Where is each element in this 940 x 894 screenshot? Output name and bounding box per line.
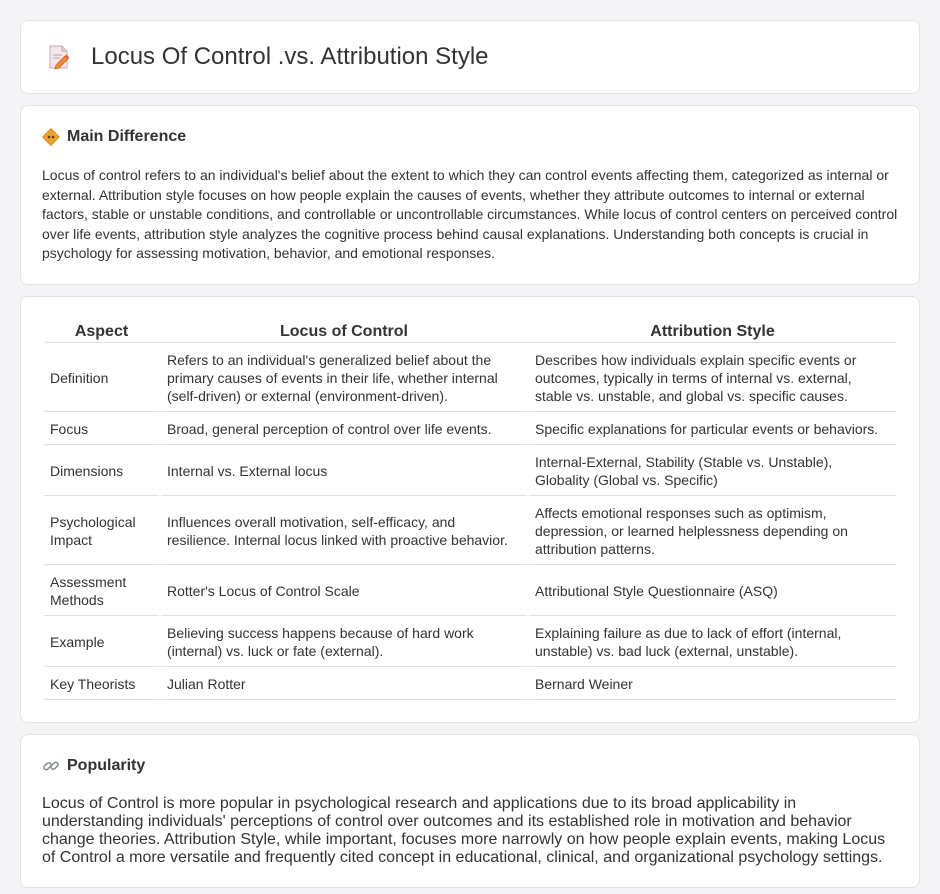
comparison-table-card <box>20 296 920 723</box>
title-card <box>20 20 920 94</box>
main-difference-title: Main Difference <box>67 128 187 145</box>
locus-cell: Rotter's Locus of Control Scale <box>161 567 527 616</box>
attribution-cell: Specific explanations for particular events or behaviors. <box>529 414 896 445</box>
locus-cell: Julian Rotter <box>161 669 527 700</box>
popularity-title: Popularity <box>67 756 146 774</box>
popularity-heading <box>42 757 898 775</box>
popularity-section <box>20 734 920 888</box>
header-aspect: Aspect <box>44 321 159 343</box>
table-row <box>44 447 896 496</box>
table-row <box>44 414 896 445</box>
table-row <box>44 669 896 700</box>
main-difference-heading <box>42 128 898 146</box>
table-row <box>44 618 896 667</box>
main-difference-text: Locus of control refers to an individual's belief about the extent to which they can control events affecting them, categorized as internal or external. Attribution style focuses on how people explain the causes of events, whether they attribute outcomes to internal or external factors, stable or unstable conditions, and controllable or uncontrollable circumstances. While locus of control centers on perceived control over life events, attribution style analyzes the cognitive process behind causal explanations. Understanding both concepts is crucial in psychology for assessing motivation, behavior, and emotional responses. <box>42 167 898 262</box>
comparison-table <box>42 319 898 702</box>
header-attribution-style: Attribution Style <box>529 321 896 343</box>
attribution-cell: Describes how individuals explain specific events or outcomes, typically in terms of internal vs. external, stable vs. unstable, and global vs. specific causes. <box>529 345 896 412</box>
attribution-cell: Explaining failure as due to lack of effort (internal, unstable) vs. bad luck (external, unstable). <box>529 618 896 667</box>
aspect-cell: Example <box>44 618 159 667</box>
locus-cell: Broad, general perception of control over life events. <box>161 414 527 445</box>
popularity-text: Locus of Control is more popular in psychological research and applications due to its broad applicability in understanding individuals' perceptions of control over outcomes and its established role in motivation and behavior change theories. Attribution Style, while important, focuses more narrowly on how people explain events, making Locus of Control a more versatile and frequently cited concept in educational, clinical, and organizational psychology settings. <box>42 794 886 866</box>
main-difference-section <box>20 105 920 285</box>
aspect-cell: Assessment Methods <box>44 567 159 616</box>
locus-cell: Believing success happens because of hard work (internal) vs. luck or fate (external). <box>161 618 527 667</box>
attribution-cell: Affects emotional responses such as optimism, depression, or learned helplessness depending on attribution patterns. <box>529 498 896 565</box>
header-locus-of-control: Locus of Control <box>161 321 527 343</box>
document-pencil-icon <box>47 44 71 70</box>
locus-cell: Internal vs. External locus <box>161 447 527 496</box>
attribution-cell: Bernard Weiner <box>529 669 896 700</box>
aspect-cell: Dimensions <box>44 447 159 496</box>
table-row <box>44 345 896 412</box>
page-title: Locus Of Control .vs. Attribution Style <box>91 43 489 70</box>
aspect-cell: Psychological Impact <box>44 498 159 565</box>
aspect-cell: Definition <box>44 345 159 412</box>
table-header-row <box>44 321 896 343</box>
attribution-cell: Internal-External, Stability (Stable vs. Unstable), Globality (Global vs. Specific) <box>529 447 896 496</box>
locus-cell: Influences overall motivation, self-efficacy, and resilience. Internal locus linked with proactive behavior. <box>161 498 527 565</box>
aspect-cell: Key Theorists <box>44 669 159 700</box>
link-icon <box>42 757 60 775</box>
aspect-cell: Focus <box>44 414 159 445</box>
table-row <box>44 567 896 616</box>
locus-cell: Refers to an individual's generalized belief about the primary causes of events in their life, whether internal (self-driven) or external (environment-driven). <box>161 345 527 412</box>
diamond-sign-icon <box>42 128 60 146</box>
table-row <box>44 498 896 565</box>
attribution-cell: Attributional Style Questionnaire (ASQ) <box>529 567 896 616</box>
